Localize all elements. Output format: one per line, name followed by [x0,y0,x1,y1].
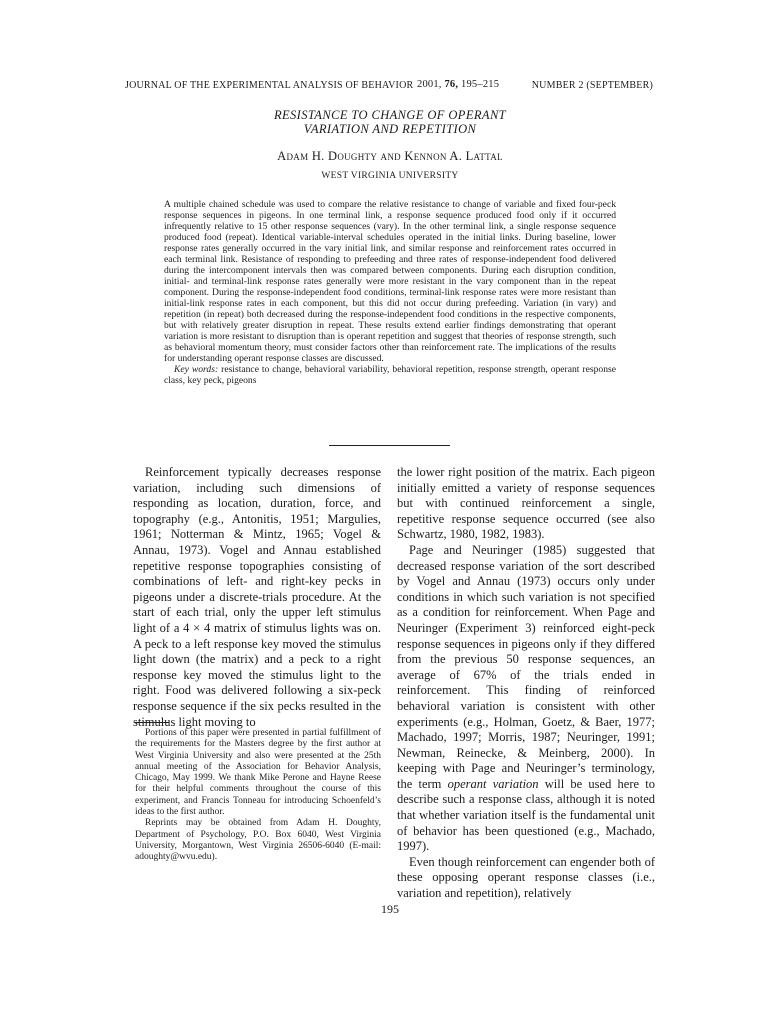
abstract-text: A multiple chained schedule was used to compare the relative resistance to change of variable and fixed four-peck response sequences in pigeons. In one terminal link, a response sequence produced food only if it occurred infrequently relative to 15 other response sequences (vary). In the other terminal link, a single response sequence produced food (repeat). Identical variable-interval schedules operated in the initial links. During baseline, lower response rates generally occurred in the vary initial link, and similar response and reinforcement rates occurred in each terminal link. Resistance of responding to prefeeding and three rates of response-independent food delivered during the intercomponent intervals then was compared between components. During each disruption condition, initial- and terminal-link response rates generally were more resistant in the vary component than in the repeat component. During the response-independent food conditions, terminal-link response rates were more resistant than initial-link response rates in each component, but this did not occur during prefeeding. Variation (in vary) and repetition (in repeat) both decreased during the response-independent food conditions in the respective components, but with relatively greater disruption in repeat. These results extend earlier findings demonstrating that operant variation is more resistant to disruption than is operant repetition and suggest that theories of response strength, such as behavioral momentum theory, must consider factors other than reinforcement rate. The implications of the results for understanding operant response classes are discussed. [164,199,616,364]
italic-term: operant variation [447,776,539,791]
paragraph: the lower right position of the matrix. Each pigeon initially emitted a variety of response sequences but with continued reinforcement a single, repetitive response sequence occurred (see also Schwartz, 1980, 1982, 1983). [397,465,655,542]
footnote-2: Reprints may be obtained from Adam H. Doughty, Department of Psychology, P.O. Box 6040, West Virginia University, Morgantown, West Virginia 26506-6040 (E-mail: adoughty@wvu.edu). [135,818,381,863]
citation-volume: 76, [444,79,459,90]
article-title [160,108,620,136]
authors: Adam H. Doughty and Kennon A. Lattal [277,149,503,163]
page-number: 195 [381,902,399,916]
paragraph [397,543,655,855]
section-divider [329,445,450,446]
keywords-label: Key words: [174,364,219,375]
citation [417,79,499,90]
paragraph-text: will be used here to describe such a response class, although it is noted that whether variation itself is the fundamental unit of behavior has been questioned (e.g., Machado, 1997). [397,776,656,854]
title-line-1: RESISTANCE TO CHANGE OF OPERANT [273,108,507,122]
body-left-column [133,465,381,730]
paragraph-text: Page and Neuringer (1985) suggested that decreased response variation of the sort described by Vogel and Annau (1973) occurs only under conditions in which such variation is not specified as a condition for reinforcement. When Page and Neuringer (Experiment 3) reinforced eight-peck response sequences in pigeons only if they differed from the previous 50 response sequences, an average of 67% of the trials ended in reinforcement. This finding of reinforced behavioral variation is consistent with other experiments (e.g., Holman, Goetz, & Baer, 1977; Machado, 1997; Morris, 1987; Neuringer, 1991; Newman, Reinecke, & Meinberg, 2000). In keeping with Page and Neuringer’s terminology, the term [397,542,655,791]
journal-name: JOURNAL OF THE EXPERIMENTAL ANALYSIS OF BEHAVIOR [125,80,414,91]
paragraph: Reinforcement typically decreases response variation, including such dimensions of responding as location, duration, force, and topography (e.g., Antonitis, 1951; Margulies, 1961; Notterman & Mintz, 1965; Vogel & Annau, 1973). Vogel and Annau established repetitive response topographies consisting of combinations of left- and right-key pecks in pigeons under a discrete-trials procedure. At the start of each trial, only the upper left stimulus light of a 4 × 4 matrix of stimulus lights was on. A peck to a left response key moved the stimulus light down (the matrix) and a peck to a right response key moved the stimulus light to the right. Food was delivered following a six-peck response sequence if the six pecks resulted in the stimulus light moving to [133,465,381,729]
body-right-column [397,465,655,902]
title-line-2: VARIATION AND REPETITION [303,122,477,136]
keywords [164,364,616,386]
footnotes [135,728,381,864]
abstract [164,199,616,386]
citation-pages: 195–215 [461,79,500,90]
paragraph: Even though reinforcement can engender both of these opposing operant response classes (i.e., variation and repetition), relatively [397,854,655,901]
keywords-list: resistance to change, behavioral variability, behavioral repetition, response strength, operant response class, key peck, pigeons [164,364,616,386]
footnote-divider [135,722,169,723]
citation-year: 2001, [417,79,442,90]
issue-number: NUMBER 2 (SEPTEMBER) [531,80,653,91]
affiliation: WEST VIRGINIA UNIVERSITY [321,171,459,181]
footnote-1: Portions of this paper were presented in partial fulfillment of the requirements for the Masters degree by the first author at West Virginia University and also were presented at the 25th annual meeting of the Association for Behavior Analysis, Chicago, May 1999. We thank Mike Perone and Hayne Reese for their helpful comments throughout the course of this experiment, and Francis Tonneau for introducing Schoenfeld’s ideas to the first author. [135,728,381,818]
